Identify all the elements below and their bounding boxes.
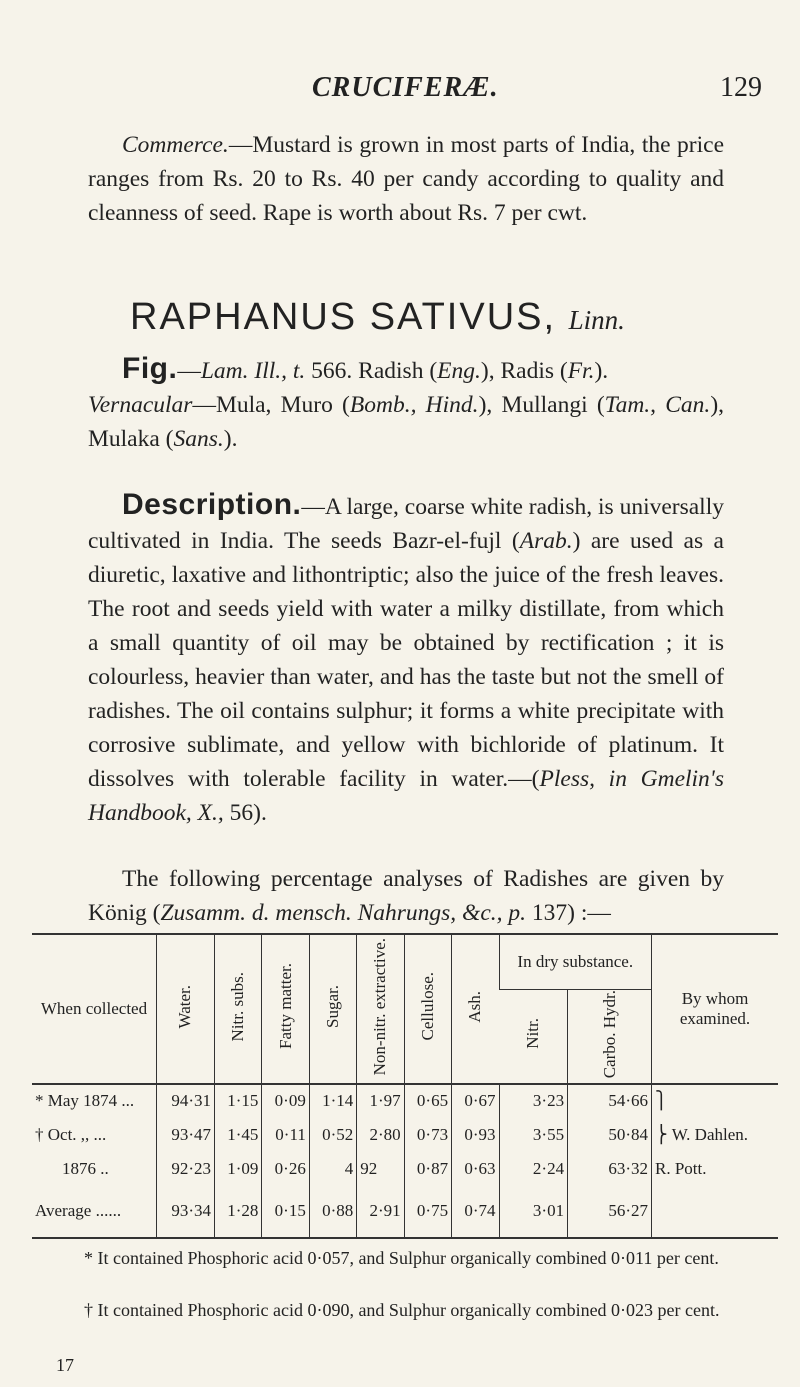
col-carbo: Carbo. Hydr. <box>599 989 619 1078</box>
cell-by-whom <box>652 1186 779 1238</box>
cell-by-whom: ⎬ W. Dahlen. <box>652 1118 779 1152</box>
species-name: RAPHANUS SATIVUS, <box>130 296 557 338</box>
cell-water: 93·47 <box>157 1118 215 1152</box>
cell-water: 94·31 <box>157 1084 215 1118</box>
table-row <box>32 1118 778 1152</box>
fig-eng: Eng. <box>437 358 481 384</box>
vernacular-text2: ), Mullangi ( <box>478 392 605 418</box>
cell-ash: 0·74 <box>452 1186 499 1238</box>
page-number: 129 <box>720 72 762 103</box>
description-text1: —A large, coarse white radish, is universally cultivated in India. The seeds Bazr-el-fujl ( <box>88 494 724 554</box>
cell-carbo: 63·32 <box>568 1152 652 1186</box>
cell-cellulose: 0·87 <box>404 1152 451 1186</box>
cell-carbo: 56·27 <box>568 1186 652 1238</box>
col-cellulose: Cellulose. <box>417 972 437 1041</box>
col-non-nitr: Non-nitr. extractive. <box>370 937 390 1076</box>
running-title: CRUCIFERÆ. <box>312 72 499 103</box>
vernacular-text3: ), Mulaka ( <box>88 392 725 452</box>
description-arab: Arab. <box>519 528 573 554</box>
cell-nitr: 3·01 <box>499 1186 568 1238</box>
cell-ash: 0·93 <box>452 1118 499 1152</box>
table-row <box>32 1084 778 1118</box>
col-nitr-subs: Nitr. subs. <box>228 971 248 1042</box>
footnote-phosphoric-1: * It contained Phosphoric acid 0·057, and Sulphur organically combined 0·011 per cent. <box>84 1248 719 1268</box>
analyses-text1: The following percentage analyses of Radishes are given by König ( <box>88 866 724 926</box>
fig-fr: Fr. <box>567 358 595 384</box>
cell-sugar: 0·88 <box>309 1186 356 1238</box>
analysis-table <box>32 933 778 1239</box>
table-row <box>32 1186 778 1238</box>
row-when: † Oct. ,, ... <box>35 1124 107 1144</box>
cell-sugar: 1·14 <box>309 1084 356 1118</box>
cell-nitr: 2·24 <box>499 1152 568 1186</box>
cell-nitr-subs: 1·28 <box>214 1186 261 1238</box>
description-lead: Description. <box>122 488 302 521</box>
fig-text2: ), Radis ( <box>480 358 568 384</box>
analyses-cite: Zusamm. d. mensch. Nahrungs, &c., p. <box>160 900 527 926</box>
cell-fatty: 0·15 <box>262 1186 309 1238</box>
cell-nitr: 3·55 <box>499 1118 568 1152</box>
cell-cellulose: 0·75 <box>404 1186 451 1238</box>
vernacular-text: —Mula, Muro ( <box>192 392 350 418</box>
commerce-text: —Mustard is grown in most parts of India, the price ranges from Rs. 20 to Rs. 40 per candy according to quality and cleanness of seed. Rape is worth about Rs. 7 per cwt. <box>88 132 724 226</box>
cell-fatty: 0·26 <box>262 1152 309 1186</box>
cell-non-nitr: 2·91 <box>357 1186 404 1238</box>
description-text3: 56). <box>223 800 267 826</box>
analyses-text2: 137) :— <box>526 900 611 926</box>
cell-ash: 0·63 <box>452 1152 499 1186</box>
footnote-phosphoric-2: † It contained Phosphoric acid 0·090, and Sulphur organically combined 0·023 per cent. <box>84 1300 720 1320</box>
signature-mark: 17 <box>56 1355 74 1375</box>
col-when: When collected <box>40 998 148 1018</box>
row-when: * May 1874 ... <box>35 1091 135 1111</box>
commerce-paragraph <box>88 128 724 230</box>
cell-non-nitr: 1·97 <box>357 1084 404 1118</box>
fig-text: 566. Radish ( <box>305 358 438 384</box>
cell-ash: 0·67 <box>452 1084 499 1118</box>
cell-cellulose: 0·65 <box>404 1084 451 1118</box>
fig-dash: — <box>177 358 201 384</box>
fig-lead: Fig. <box>122 352 178 385</box>
col-ash: Ash. <box>465 990 485 1023</box>
commerce-lead: Commerce. <box>122 132 229 158</box>
cell-water: 92·23 <box>157 1152 215 1186</box>
cell-carbo: 54·66 <box>568 1084 652 1118</box>
cell-nitr-subs: 1·45 <box>214 1118 261 1152</box>
fig-ref: Lam. Ill., t. <box>200 358 306 384</box>
row-when: 1876 .. <box>62 1158 109 1178</box>
cell-water: 93·34 <box>157 1186 215 1238</box>
species-title <box>130 296 625 339</box>
description-cite: Pless, in Gmelin's Handbook, X., <box>88 766 724 826</box>
cell-sugar: 4 <box>309 1152 356 1186</box>
cell-non-nitr: 2·80 <box>357 1118 404 1152</box>
vernacular-lead: Vernacular <box>88 392 193 418</box>
cell-fatty: 0·11 <box>262 1118 309 1152</box>
col-by-whom: By whom examined. <box>652 934 779 1084</box>
cell-nitr-subs: 1·09 <box>214 1152 261 1186</box>
fig-text3: ). <box>594 358 609 384</box>
fig-paragraph <box>88 352 724 456</box>
cell-sugar: 0·52 <box>309 1118 356 1152</box>
vernacular-sans: Sans. <box>173 426 224 452</box>
vernacular-text4: ). <box>223 426 238 452</box>
col-water: Water. <box>175 984 195 1029</box>
cell-nitr: 3·23 <box>499 1084 568 1118</box>
cell-by-whom: R. Pott. <box>652 1152 779 1186</box>
page-header <box>0 72 800 112</box>
table-row <box>32 1152 778 1186</box>
species-authority: Linn. <box>568 305 625 335</box>
col-fatty: Fatty matter. <box>275 963 295 1050</box>
analyses-paragraph <box>88 862 724 930</box>
description-paragraph <box>88 488 724 830</box>
col-in-dry: In dry substance. <box>499 934 651 989</box>
cell-non-nitr: 92 <box>357 1152 404 1186</box>
cell-fatty: 0·09 <box>262 1084 309 1118</box>
vernacular-tam: Tam., Can. <box>604 392 711 418</box>
col-sugar: Sugar. <box>323 984 343 1028</box>
cell-carbo: 50·84 <box>568 1118 652 1152</box>
description-text2: ) are used as a diuretic, laxative and lithontriptic; also the juice of the fresh leaves. The root and seeds yield with water a milky distillate, from which a small quantity of oil may be obtained by rectification ; it is colourless, heavier than water, and has the taste but not the smell of radishes. The oil contains sulphur; it forms a white precipitate with corrosive sublimate, and yellow with bichloride of platinum. It dissolves with tolerable facility in water.—( <box>88 528 724 792</box>
cell-nitr-subs: 1·15 <box>214 1084 261 1118</box>
row-when: Average ...... <box>35 1201 122 1221</box>
vernacular-bomb: Bomb., Hind. <box>349 392 479 418</box>
cell-cellulose: 0·73 <box>404 1118 451 1152</box>
col-nitr: Nitr. <box>523 1018 543 1049</box>
cell-by-whom: ⎫ <box>652 1084 779 1118</box>
